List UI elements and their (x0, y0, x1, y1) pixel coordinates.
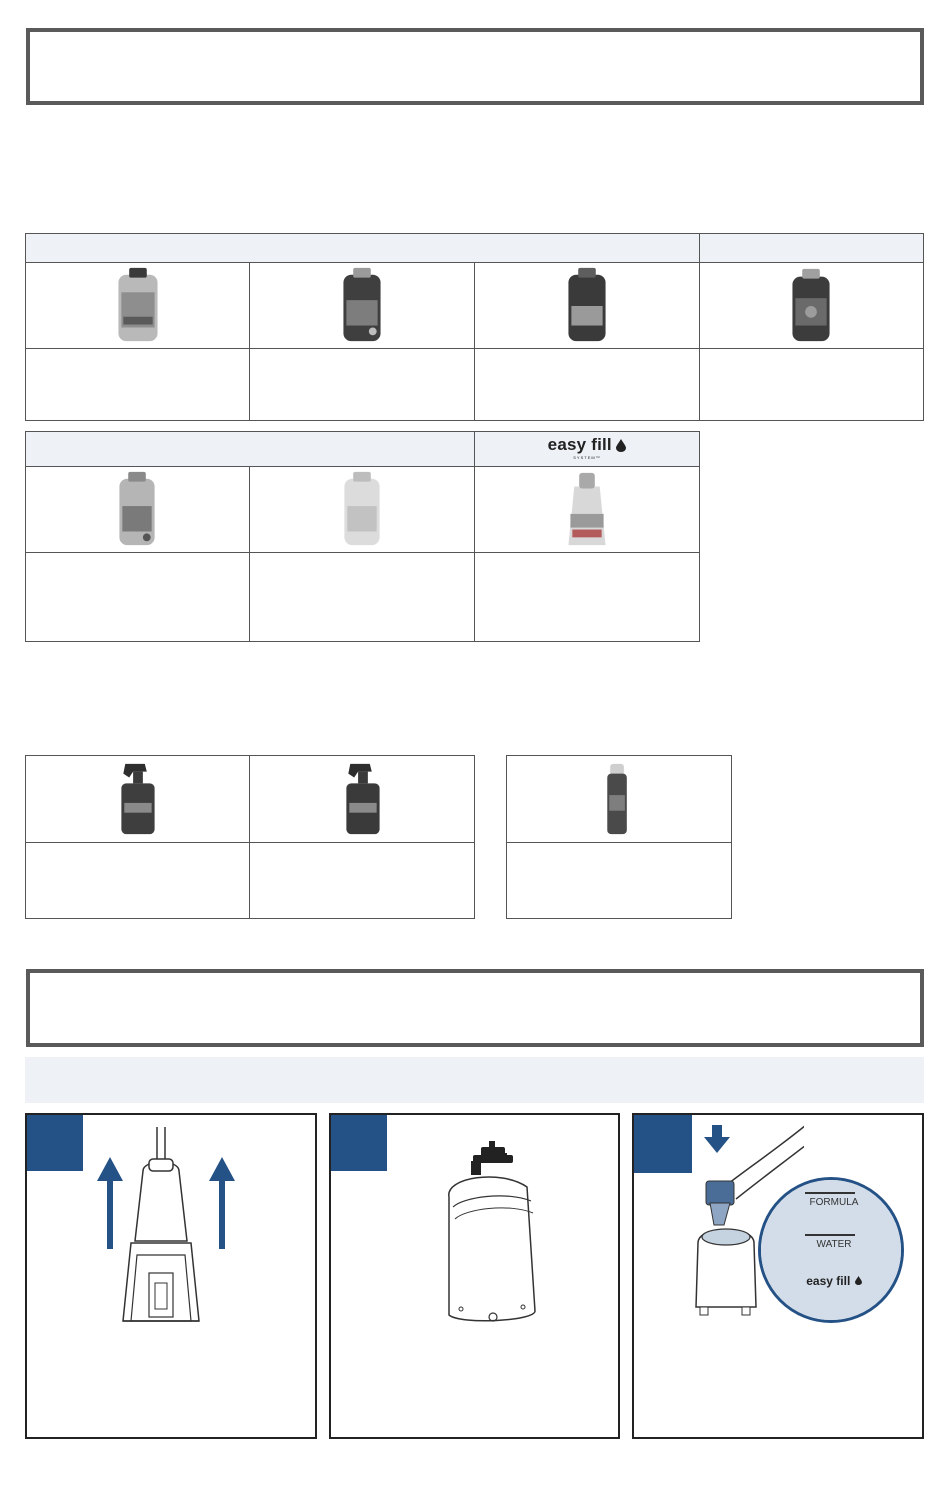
table3-image-cell-2 (249, 755, 475, 843)
table3-text-cell-2 (249, 842, 475, 919)
table2-header-easyfill (474, 431, 700, 467)
table4-text-cell-1 (506, 842, 732, 919)
water-label: WATER (816, 1239, 852, 1250)
formula-bottle-icon (26, 467, 249, 552)
formula-label: FORMULA (809, 1197, 859, 1208)
upright-cleaner-illustration (87, 1123, 287, 1328)
spray-bottle-icon (26, 756, 249, 842)
spray-bottle-icon (250, 756, 474, 842)
formula-line (805, 1192, 855, 1194)
step-panel-2 (329, 1113, 620, 1439)
spray-can-icon (507, 756, 731, 842)
table2-image-cell-3 (474, 466, 700, 553)
table1-image-cell-2 (249, 262, 475, 349)
step-badge-1 (27, 1115, 83, 1171)
water-drop-icon (855, 1276, 862, 1285)
callout-logo: easy fill (761, 1272, 904, 1290)
table1-header-left (25, 233, 700, 263)
fill-level-callout (758, 1177, 904, 1323)
table2-text-cell-2 (249, 552, 475, 642)
table1-text-cell-4 (699, 348, 924, 421)
table2-image-cell-1 (25, 466, 250, 553)
formula-bottle-icon (475, 467, 699, 552)
formula-bottle-icon (700, 263, 923, 348)
arrow-down-icon (704, 1125, 730, 1153)
table1-header-right (699, 233, 924, 263)
easyfill-logo: easy fill (548, 437, 627, 455)
instruction-band (25, 1057, 924, 1103)
tank-fill-illustration (431, 1139, 551, 1334)
formula-bottle-icon (250, 467, 474, 552)
step-badge-2 (331, 1115, 387, 1171)
table3-image-cell-1 (25, 755, 250, 843)
easyfill-logo-sub: SYSTEM™ (573, 455, 601, 460)
water-drop-icon (616, 439, 626, 452)
table3-text-cell-1 (25, 842, 250, 919)
formula-bottle-icon (26, 263, 249, 348)
water-line (805, 1234, 855, 1236)
table2-text-cell-3 (474, 552, 700, 642)
faucet-icon (471, 1141, 513, 1175)
table2-text-cell-1 (25, 552, 250, 642)
table1-text-cell-1 (25, 348, 250, 421)
table1-image-cell-4 (699, 262, 924, 349)
table1-image-cell-1 (25, 262, 250, 349)
formula-bottle-icon (475, 263, 699, 348)
step-panel-3 (632, 1113, 924, 1439)
table1-text-cell-3 (474, 348, 700, 421)
arrow-up-icon (209, 1157, 235, 1249)
section-title-box-top (26, 28, 924, 105)
step-panel-1 (25, 1113, 317, 1439)
formula-bottle-icon (250, 263, 474, 348)
table2-header-left (25, 431, 475, 467)
table2-image-cell-2 (249, 466, 475, 553)
section-title-box-bottom (26, 969, 924, 1047)
table1-text-cell-2 (249, 348, 475, 421)
table1-image-cell-3 (474, 262, 700, 349)
table4-image-cell-1 (506, 755, 732, 843)
arrow-up-icon (97, 1157, 123, 1249)
